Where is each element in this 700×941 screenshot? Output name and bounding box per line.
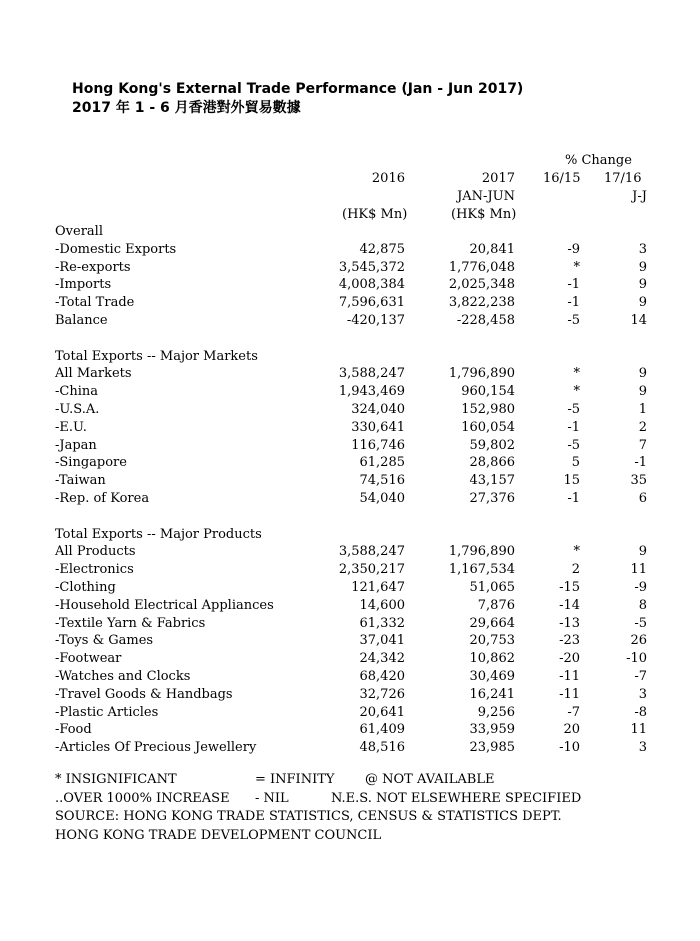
value-2016: 32,726	[359, 686, 405, 702]
header-2017: 2017	[481, 171, 515, 186]
header-jan-jun: JAN-JUN	[457, 189, 515, 204]
row-label: -Toys & Games	[55, 633, 154, 649]
row-label: -Singapore	[55, 455, 127, 471]
value-2016: 1,943,469	[338, 384, 405, 400]
row-label: -Electronics	[55, 562, 134, 578]
value-2016: 42,875	[359, 241, 405, 257]
value-2017: -228,458	[456, 312, 515, 328]
row-label: -Household Electrical Appliances	[55, 597, 274, 613]
value-2016: 116,746	[351, 437, 405, 453]
change-16-15: -1	[567, 295, 580, 311]
value-2016: 68,420	[359, 668, 405, 684]
change-17-16: 2	[638, 419, 647, 435]
note-nes: N.E.S. NOT ELSEWHERE SPECIFIED	[331, 790, 582, 806]
change-17-16: 6	[638, 490, 647, 506]
change-16-15: 15	[563, 473, 580, 489]
table-header	[0, 0, 700, 230]
change-17-16: 1	[638, 401, 647, 417]
row-label: -Footwear	[55, 651, 122, 667]
change-16-15: -1	[567, 419, 580, 435]
row-label: -Domestic Exports	[55, 241, 177, 257]
change-17-16: -9	[634, 579, 647, 595]
value-2016: -420,137	[346, 312, 405, 328]
change-16-15: -11	[559, 668, 580, 684]
value-2017: 7,876	[477, 597, 515, 613]
row-label: -Re-exports	[55, 259, 131, 275]
change-16-15: -5	[567, 312, 580, 328]
value-2017: 33,959	[469, 722, 515, 738]
value-2016: 330,641	[351, 419, 405, 435]
header-unit-2016: (HK$ Mn)	[342, 207, 408, 222]
value-2016: 74,516	[359, 473, 405, 489]
value-2016: 61,332	[359, 615, 405, 631]
row-label: -Taiwan	[55, 473, 106, 489]
change-16-15: -9	[567, 241, 580, 257]
change-16-15: 20	[563, 722, 580, 738]
value-2017: 43,157	[469, 473, 515, 489]
row-label: -Plastic Articles	[55, 704, 159, 720]
change-17-16: 3	[638, 686, 647, 702]
change-16-15: 2	[571, 562, 580, 578]
row-label: Overall	[55, 224, 103, 239]
row-label: -Japan	[55, 437, 97, 453]
value-2016: 4,008,384	[338, 277, 405, 293]
header-16-15: 16/15	[543, 171, 581, 186]
row-label: -China	[55, 384, 98, 400]
change-16-15: -20	[559, 651, 580, 667]
change-16-15: -23	[559, 633, 580, 649]
change-17-16: 11	[630, 562, 647, 578]
row-label: All Products	[55, 544, 136, 560]
note-source: SOURCE: HONG KONG TRADE STATISTICS, CENSUS & STATISTICS DEPT.	[55, 809, 562, 824]
change-16-15: *	[573, 259, 580, 275]
row-label: -Food	[55, 722, 92, 738]
value-2017: 2,025,348	[448, 277, 515, 293]
change-17-16: 11	[630, 722, 647, 738]
value-2017: 16,241	[469, 686, 515, 702]
value-2016: 14,600	[359, 597, 405, 613]
note-infinity: = INFINITY	[255, 772, 335, 787]
row-label: All Markets	[55, 366, 132, 382]
value-2017: 28,866	[469, 455, 515, 471]
value-2016: 2,350,217	[338, 562, 405, 578]
value-2017: 1,167,534	[448, 562, 515, 578]
change-16-15: *	[573, 544, 580, 560]
row-label: Total Exports -- Major Markets	[55, 348, 258, 364]
header-17-16: 17/16	[604, 171, 642, 186]
change-16-15: -5	[567, 437, 580, 453]
header-j-j: J-J	[632, 189, 647, 204]
change-17-16: -10	[626, 651, 647, 667]
change-16-15: -13	[559, 615, 580, 631]
value-2017: 51,065	[469, 579, 515, 595]
value-2017: 152,980	[461, 401, 515, 417]
title-english: Hong Kong's External Trade Performance (Jan - Jun 2017)	[72, 81, 524, 97]
row-label: -Imports	[55, 277, 112, 293]
value-2017: 30,469	[469, 668, 515, 684]
value-2017: 1,796,890	[448, 366, 515, 382]
change-16-15: -10	[559, 740, 580, 756]
change-17-16: 9	[638, 259, 647, 275]
value-2017: 10,862	[469, 651, 515, 667]
value-2017: 27,376	[469, 490, 515, 506]
footnotes	[55, 771, 582, 845]
change-17-16: 9	[638, 277, 647, 293]
value-2017: 29,664	[469, 615, 515, 631]
value-2017: 1,776,048	[448, 259, 515, 275]
note-over-increase: ..OVER 1000% INCREASE	[55, 790, 230, 806]
change-17-16: 3	[638, 241, 647, 257]
change-17-16: 9	[638, 366, 647, 382]
row-label: -Rep. of Korea	[55, 490, 150, 506]
value-2016: 20,641	[359, 704, 405, 720]
header-unit-2017: (HK$ Mn)	[451, 207, 517, 222]
change-17-16: 9	[638, 295, 647, 311]
value-2016: 37,041	[359, 633, 405, 649]
value-2017: 3,822,238	[448, 295, 515, 311]
value-2016: 3,588,247	[338, 366, 405, 382]
note-nil: - NIL	[255, 790, 289, 806]
change-16-15: -1	[567, 490, 580, 506]
row-label: -Clothing	[55, 579, 116, 595]
change-16-15: -1	[567, 277, 580, 293]
change-17-16: 9	[638, 384, 647, 400]
value-2017: 9,256	[477, 704, 515, 720]
value-2016: 121,647	[351, 579, 405, 595]
row-label: -Travel Goods & Handbags	[55, 686, 233, 702]
change-16-15: 5	[571, 455, 580, 471]
change-16-15: *	[573, 366, 580, 382]
change-17-16: -7	[634, 668, 647, 684]
change-17-16: 3	[638, 740, 647, 756]
change-16-15: -15	[559, 579, 580, 595]
value-2016: 3,588,247	[338, 544, 405, 560]
change-16-15: -5	[567, 401, 580, 417]
change-16-15: -14	[559, 597, 580, 613]
row-label: Balance	[55, 312, 108, 328]
value-2017: 960,154	[461, 384, 515, 400]
row-label: Total Exports -- Major Products	[55, 526, 262, 542]
row-label: -Watches and Clocks	[55, 668, 191, 684]
change-17-16: 14	[630, 312, 647, 328]
header-pct-change: % Change	[565, 153, 632, 168]
change-17-16: 35	[630, 473, 647, 489]
note-council: HONG KONG TRADE DEVELOPMENT COUNCIL	[55, 827, 382, 843]
change-17-16: 8	[638, 597, 647, 613]
change-16-15: -11	[559, 686, 580, 702]
value-2016: 7,596,631	[338, 295, 405, 311]
value-2016: 61,409	[359, 722, 405, 738]
value-2017: 20,841	[469, 241, 515, 257]
value-2017: 1,796,890	[448, 544, 515, 560]
value-2016: 324,040	[351, 401, 405, 417]
title-chinese: 2017 年 1 - 6 月香港對外貿易數據	[72, 100, 301, 116]
change-17-16: -1	[634, 455, 647, 471]
header-2016: 2016	[371, 171, 405, 186]
value-2017: 20,753	[469, 633, 515, 649]
value-2017: 160,054	[461, 419, 515, 435]
value-2017: 59,802	[469, 437, 515, 453]
note-not-available: @ NOT AVAILABLE	[365, 772, 495, 787]
change-17-16: -5	[634, 615, 647, 631]
note-insignificant: * INSIGNIFICANT	[55, 772, 177, 787]
change-17-16: 9	[638, 544, 647, 560]
change-16-15: *	[573, 384, 580, 400]
value-2017: 23,985	[469, 740, 515, 756]
change-16-15: -7	[567, 704, 580, 720]
row-label: -E.U.	[55, 419, 87, 435]
row-label: -U.S.A.	[55, 401, 100, 417]
row-label: -Total Trade	[55, 295, 135, 311]
change-17-16: -8	[634, 704, 647, 720]
change-17-16: 26	[630, 633, 647, 649]
value-2016: 54,040	[359, 490, 405, 506]
row-label: -Textile Yarn & Fabrics	[55, 615, 206, 631]
value-2016: 61,285	[359, 455, 405, 471]
row-label: -Articles Of Precious Jewellery	[55, 740, 257, 756]
value-2016: 3,545,372	[338, 259, 405, 275]
value-2016: 48,516	[359, 740, 405, 756]
value-2016: 24,342	[359, 651, 405, 667]
change-17-16: 7	[638, 437, 647, 453]
